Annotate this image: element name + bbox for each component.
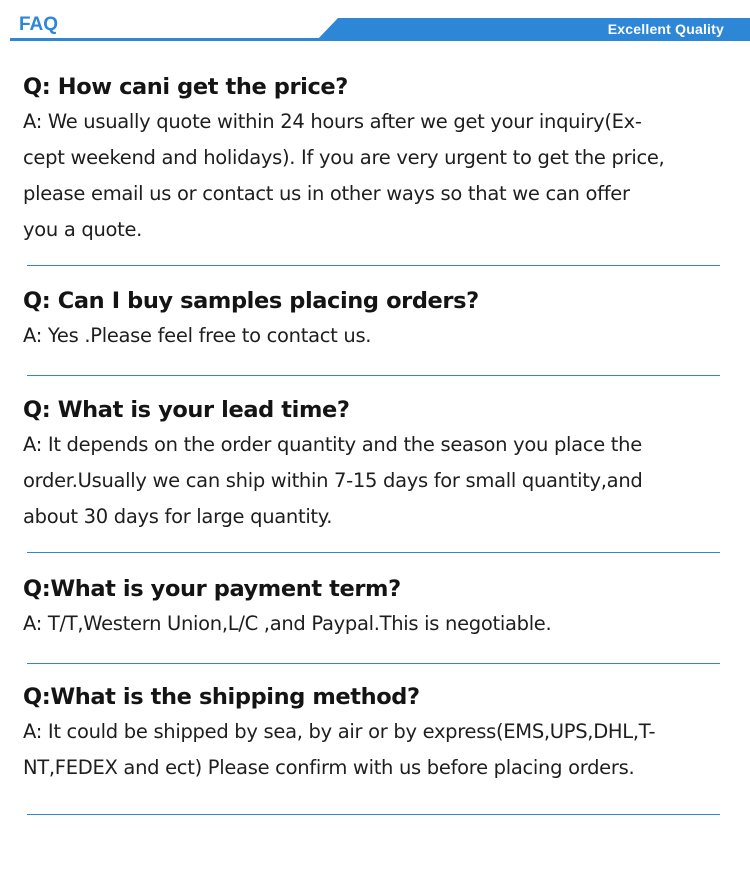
faq-answer [23, 318, 735, 354]
faq-answer [23, 606, 735, 642]
faq-answer-line: please email us or contact us in other ways so that we can offer [23, 182, 630, 205]
faq-divider [27, 552, 720, 553]
faq-question: Q:What is the shipping method? [23, 684, 420, 710]
faq-item-payment [23, 574, 735, 642]
faq-divider [27, 375, 720, 376]
faq-answer-line: A: It could be shipped by sea, by air or by express(EMS,UPS,DHL,T- [23, 720, 656, 743]
faq-answer [23, 104, 735, 248]
faq-answer-line: A: T/T,Western Union,L/C ,and Paypal.This is negotiable. [23, 612, 552, 635]
quality-badge-label: Excellent Quality [607, 21, 724, 37]
faq-item-lead-time [23, 395, 735, 535]
faq-question: Q: What is your lead time? [23, 397, 350, 423]
faq-divider [27, 265, 720, 266]
faq-answer [23, 714, 735, 786]
faq-question: Q:What is your payment term? [23, 576, 401, 602]
faq-answer-line: about 30 days for large quantity. [23, 505, 333, 528]
faq-item-price [23, 72, 735, 248]
faq-question: Q: How cani get the price? [23, 74, 348, 100]
faq-answer-line: order.Usually we can ship within 7-15 days for small quantity,and [23, 469, 643, 492]
faq-title: FAQ [19, 14, 59, 35]
faq-answer-line: you a quote. [23, 218, 143, 241]
faq-divider [27, 663, 720, 664]
faq-answer [23, 427, 735, 535]
faq-answer-line: A: It depends on the order quantity and the season you place the [23, 433, 642, 456]
faq-item-samples [23, 286, 735, 354]
faq-answer-line: A: Yes .Please feel free to contact us. [23, 324, 372, 347]
faq-answer-line: NT,FEDEX and ect) Please confirm with us before placing orders. [23, 756, 635, 779]
quality-ribbon [316, 18, 750, 41]
faq-header [0, 0, 750, 44]
faq-answer-line: A: We usually quote within 24 hours after we get your inquiry(Ex- [23, 110, 642, 133]
faq-answer-line: cept weekend and holidays). If you are very urgent to get the price, [23, 146, 665, 169]
faq-divider [27, 814, 720, 815]
faq-item-shipping [23, 682, 735, 786]
faq-question: Q: Can I buy samples placing orders? [23, 288, 479, 314]
